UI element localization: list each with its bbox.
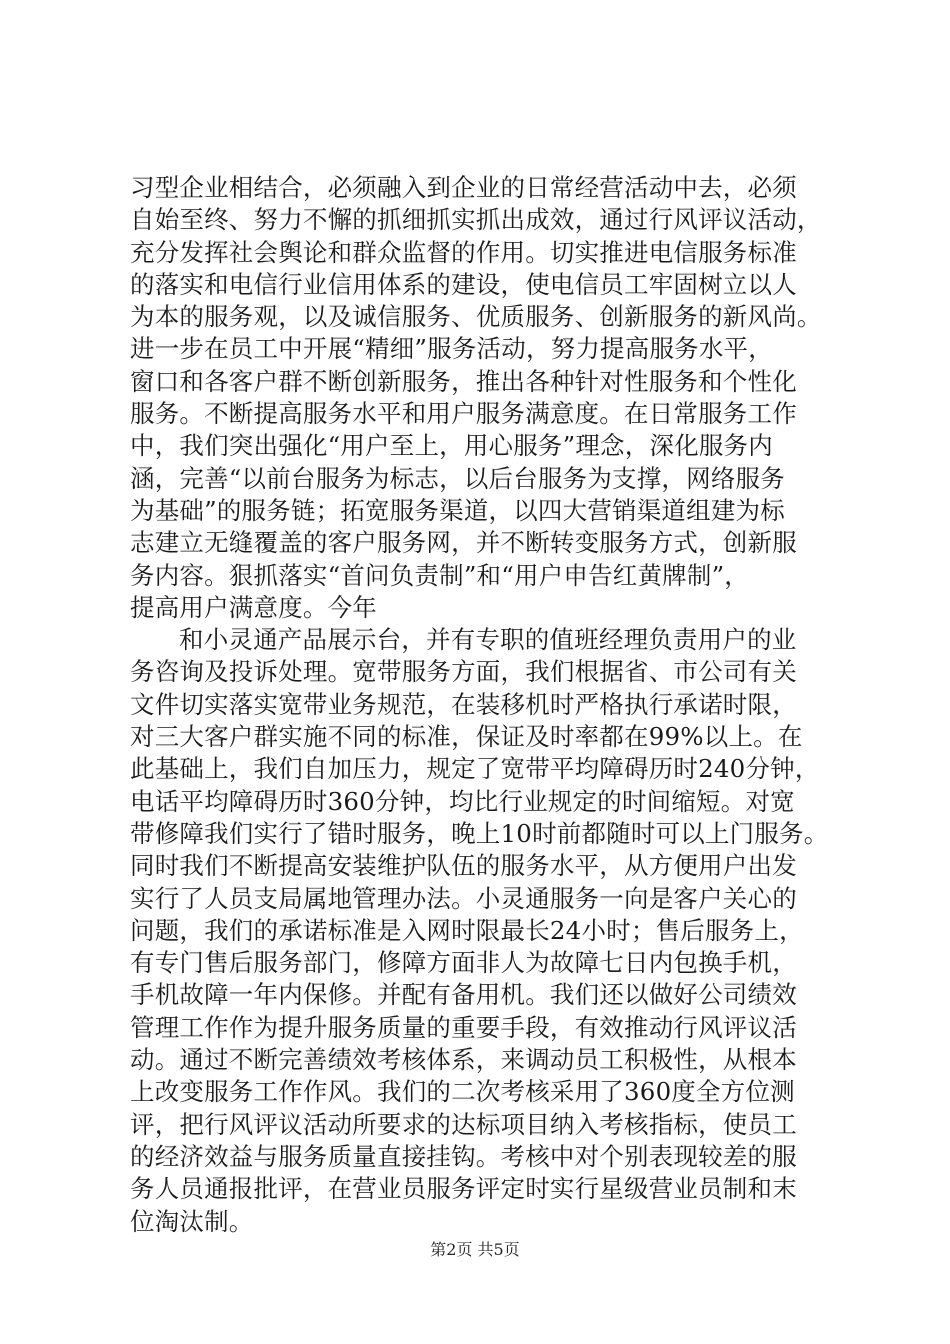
text-line: 实行了人员支局属地管理办法。小灵通服务一向是客户关心的: [130, 883, 797, 913]
text-line: 电话平均障碍历时360分钟，均比行业规定的时间缩短。对宽: [130, 786, 795, 816]
text-line: 提高用户满意度。今年: [130, 592, 377, 622]
text-line: 的落实和电信行业信用体系的建设，使电信员工牢固树立以人: [130, 269, 797, 299]
text-line: 手机故障一年内保修。并配有备用机。我们还以做好公司绩效: [130, 980, 797, 1010]
text-line: 评，把行风评议活动所要求的达标项目纳入考核指标，使员工: [130, 1109, 797, 1139]
body-text: [130, 172, 860, 1238]
text-line: 务咨询及投诉处理。宽带服务方面，我们根据省、市公司有关: [130, 657, 797, 687]
text-line: 为本的服务观，以及诚信服务、优质服务、创新服务的新风尚。: [130, 302, 822, 332]
text-line: 位淘汰制。: [130, 1206, 254, 1236]
text-line: 管理工作作为提升服务质量的重要手段，有效推动行风评议活: [130, 1012, 797, 1042]
page-number-footer: 第2页 共5页: [430, 1240, 520, 1259]
text-line: 充分发挥社会舆论和群众监督的作用。切实推进电信服务标准: [130, 237, 797, 267]
text-line: 务人员通报批评，在营业员服务评定时实行星级营业员制和末: [130, 1174, 797, 1204]
text-line: 服务。不断提高服务水平和用户服务满意度。在日常服务工作: [130, 399, 797, 429]
text-line: 此基础上，我们自加压力，规定了宽带平均障碍历时240分钟，: [130, 754, 820, 784]
text-line: 文件切实落实宽带业务规范，在装移机时严格执行承诺时限，: [130, 689, 797, 719]
text-line: 同时我们不断提高安装维护队伍的服务水平，从方便用户出发: [130, 851, 797, 881]
text-line: 志建立无缝覆盖的客户服务网，并不断转变服务方式，创新服: [130, 528, 797, 558]
text-line: 窗口和各客户群不断创新服务，推出各种针对性服务和个性化: [130, 366, 797, 396]
text-line: 务内容。狠抓落实“首问负责制”和“用户申告红黄牌制”，: [130, 560, 749, 590]
text-line: 有专门售后服务部门，修障方面非人为故障七日内包换手机，: [130, 948, 797, 978]
text-line: 涵，完善“以前台服务为标志，以后台服务为支撑，网络服务: [130, 463, 785, 493]
text-line: 进一步在员工中开展“精细”服务活动，努力提高服务水平，: [130, 334, 773, 364]
text-line: 问题，我们的承诺标准是入网时限最长24小时；售后服务上，: [130, 915, 804, 945]
text-line: 上改变服务工作作风。我们的二次考核采用了360度全方位测: [130, 1077, 795, 1107]
text-line: 带修障我们实行了错时服务，晚上10时前都随时可以上门服务。: [130, 818, 829, 848]
text-line: 中，我们突出强化“用户至上，用心服务”理念，深化服务内: [130, 431, 773, 461]
text-line: 动。通过不断完善绩效考核体系，来调动员工积极性，从根本: [130, 1045, 797, 1075]
text-line: 为基础”的服务链；拓宽服务渠道，以四大营销渠道组建为标: [130, 495, 785, 525]
text-line: 自始至终、努力不懈的抓细抓实抓出成效，通过行风评议活动，: [130, 205, 822, 235]
text-line: 对三大客户群实施不同的标准，保证及时率都在99%以上。在: [130, 722, 803, 752]
text-line: 习型企业相结合，必须融入到企业的日常经营活动中去，必须: [130, 173, 797, 202]
paragraph-start-line: 和小灵通产品展示台，并有专职的值班经理负责用户的业: [179, 625, 797, 655]
text-line: 的经济效益与服务质量直接挂钩。考核中对个别表现较差的服: [130, 1141, 797, 1171]
